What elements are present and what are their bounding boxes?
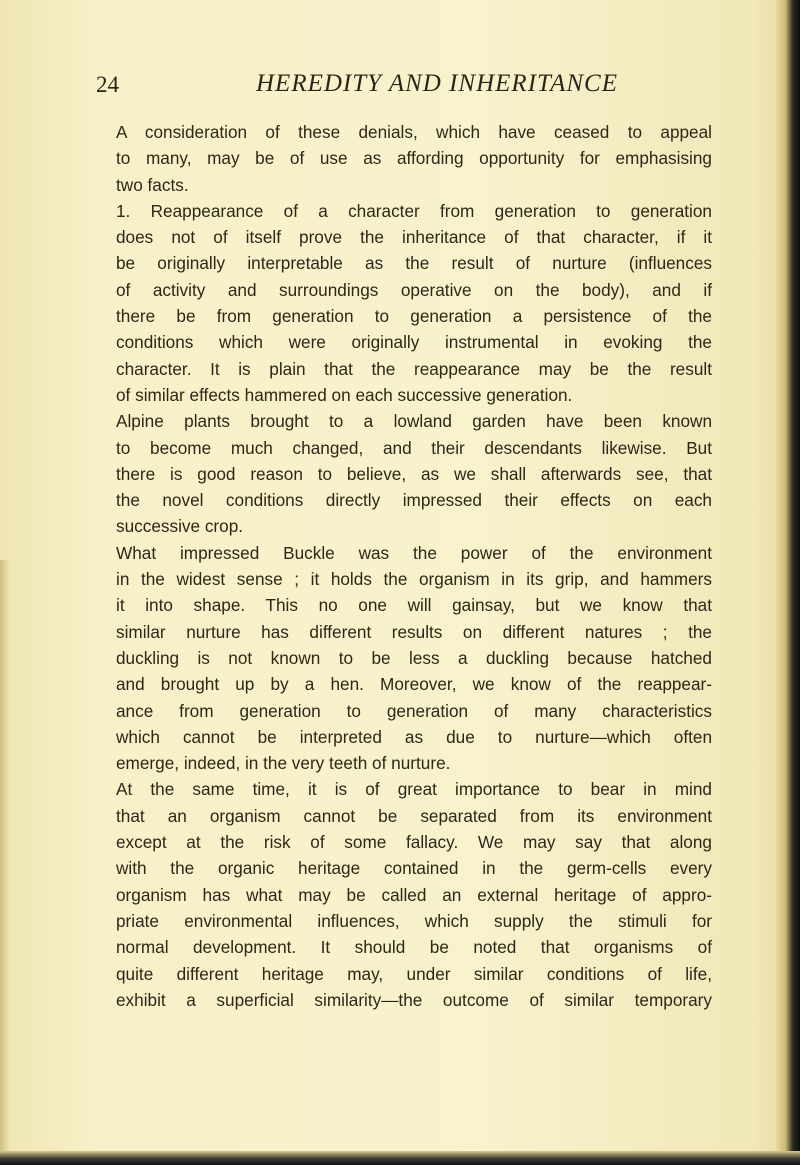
text-line: of activity and surroundings operative on the body), and if: [116, 279, 712, 300]
text-line: quite different heritage may, under similar conditions of life,: [116, 963, 712, 984]
text-line: Alpine plants brought to a lowland garden have been known: [116, 411, 712, 432]
text-line: exhibit a superficial similarity—the outcome of similar temporary: [116, 989, 712, 1010]
text-line: 1. Reappearance of a character from generation to generation: [116, 200, 712, 221]
text-line: except at the risk of some fallacy. We may say that along: [116, 832, 712, 853]
text-line: similar nurture has different results on different natures ; the: [116, 621, 712, 642]
text-line: with the organic heritage contained in the germ-cells every: [116, 858, 712, 879]
text-line: ance from generation to generation of many characteristics: [116, 700, 712, 721]
text-line: there is good reason to believe, as we shall afterwards see, that: [116, 463, 712, 484]
text-line: At the same time, it is of great importance to bear in mind: [116, 779, 712, 800]
body-text: [116, 119, 712, 1013]
page-right-edge: [776, 0, 800, 1165]
text-line: emerge, indeed, in the very teeth of nurture.: [116, 753, 451, 774]
text-line: normal development. It should be noted that organisms of: [116, 937, 712, 958]
text-line: that an organism cannot be separated from its environment: [116, 805, 712, 826]
page-left-shadow: [0, 560, 10, 1165]
text-line: duckling is not known to be less a duckling because hatched: [116, 647, 712, 668]
text-line: of similar effects hammered on each successive generation.: [116, 384, 573, 405]
text-line: two facts.: [116, 174, 189, 195]
text-line: What impressed Buckle was the power of the environment: [116, 542, 712, 563]
text-line: in the widest sense ; it holds the organism in its grip, and hammers: [116, 569, 712, 590]
page-number: 24: [96, 72, 119, 97]
page-bottom-edge: [0, 1151, 800, 1165]
text-line: priate environmental influences, which supply the stimuli for: [116, 910, 712, 931]
text-line: A consideration of these denials, which have ceased to appeal: [116, 122, 712, 142]
text-line: which cannot be interpreted as due to nurture—which often: [116, 726, 712, 747]
text-line: character. It is plain that the reappearance may be the result: [116, 358, 712, 379]
text-line: to many, may be of use as affording opportunity for emphasising: [116, 148, 712, 169]
text-line: there be from generation to generation a persistence of the: [116, 306, 712, 327]
text-line: does not of itself prove the inheritance of that character, if it: [116, 227, 712, 248]
text-line: to become much changed, and their descendants likewise. But: [116, 437, 712, 458]
text-line: the novel conditions directly impressed their effects on each: [116, 490, 712, 511]
text-line: successive crop.: [116, 516, 244, 537]
text-line: be originally interpretable as the result of nurture (influences: [116, 253, 712, 274]
text-line: conditions which were originally instrumental in evoking the: [116, 332, 712, 353]
text-line: and brought up by a hen. Moreover, we know of the reappear-: [116, 674, 712, 695]
page-header: [0, 70, 800, 106]
text-line: organism has what may be called an external heritage of appro-: [116, 884, 712, 905]
text-line: it into shape. This no one will gainsay, but we know that: [116, 595, 712, 616]
running-title: HEREDITY AND INHERITANCE: [256, 70, 618, 97]
